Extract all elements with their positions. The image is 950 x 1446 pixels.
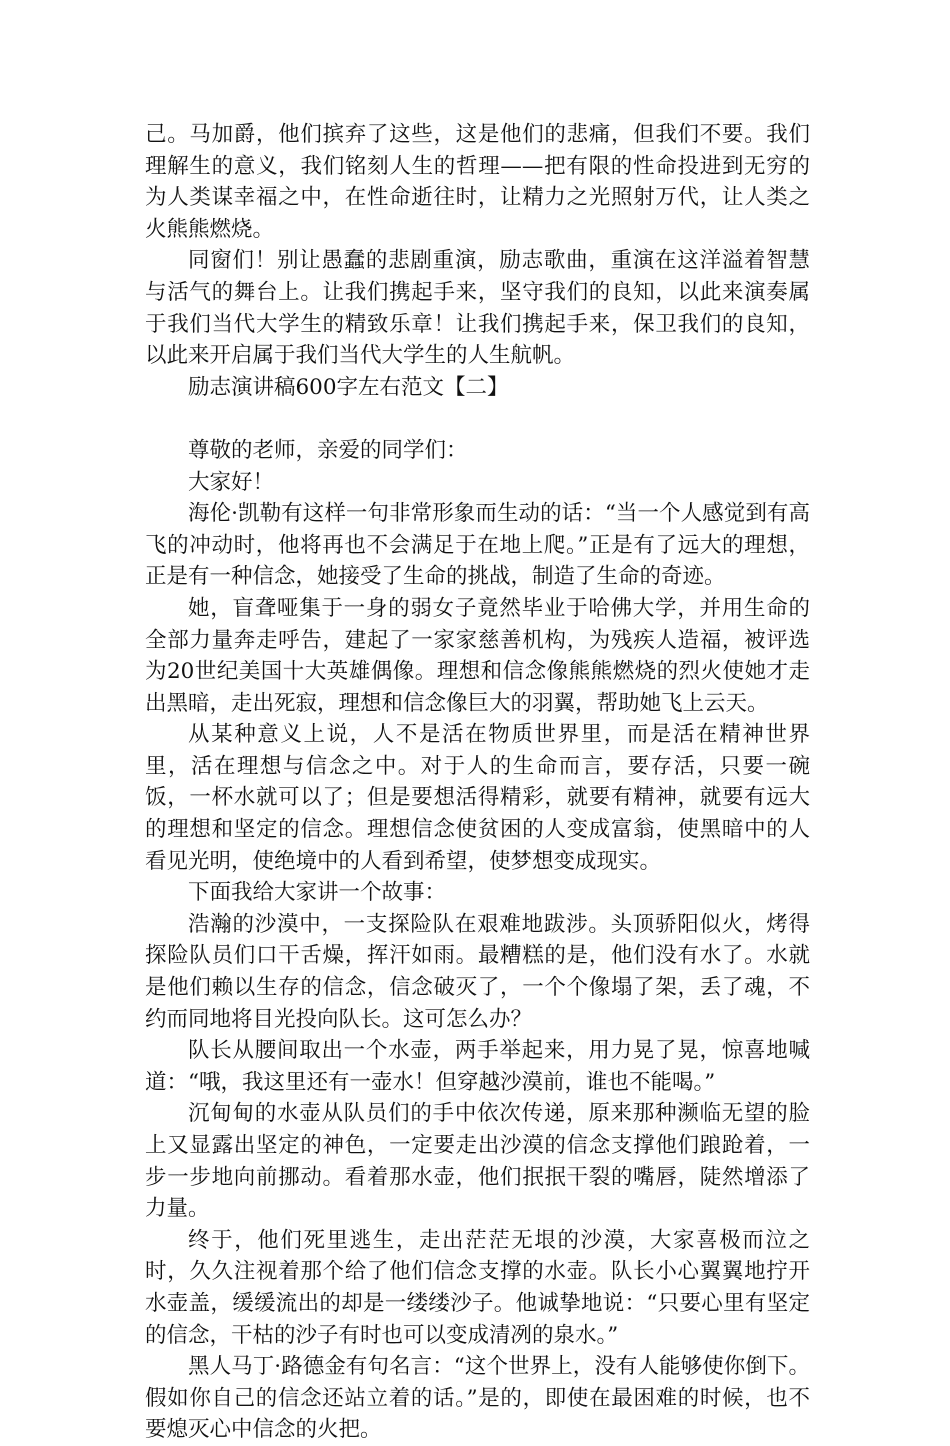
salutation: 尊敬的老师，亲爱的同学们：	[188, 437, 468, 463]
paragraph: 她，盲聋哑集于一身的弱女子竟然毕业于哈佛大学，并用生命的全部力量奔走呼告，建起了一家家慈善机构，为残疾人造福，被评选为20世纪美国十大英雄偶像。理想和信念像熊熊燃烧的烈火使她才走出黑暗，走出死寂，理想和信念像巨大的羽翼，帮助她飞上云天。	[145, 595, 810, 716]
paragraph: 浩瀚的沙漠中，一支探险队在艰难地跋涉。头顶骄阳似火，烤得探险队员们口干舌燥，挥汗如雨。最糟糕的是，他们没有水了。水就是他们赖以生存的信念，信念破灭了，一个个像塌了架，丢了魂，不约而同地将目光投向队长。这可怎么办？	[145, 911, 810, 1032]
greeting: 大家好！	[188, 469, 275, 495]
paragraph: 从某种意义上说，人不是活在物质世界里，而是活在精神世界里，活在理想与信念之中。对于人的生命而言，要存活，只要一碗饭，一杯水就可以了；但是要想活得精彩，就要有精神，就要有远大的理想和坚定的信念。理想信念使贫困的人变成富翁，使黑暗中的人看见光明，使绝境中的人看到希望，使梦想变成现实。	[145, 722, 810, 874]
blank-line	[145, 403, 810, 435]
continuation-paragraph: 己。马加爵，他们摈弃了这些，这是他们的悲痛，但我们不要。我们理解生的意义，我们铭刻人生的哲理——把有限的性命投进到无穷的为人类谋幸福之中，在性命逝往时，让精力之光照射万代，让人类之火熊熊燃烧。	[145, 122, 810, 242]
section-title: 励志演讲稿600字左右范文【二】	[188, 374, 509, 400]
paragraph: 海伦·凯勒有这样一句非常形象而生动的话：“当一个人感觉到有高飞的冲动时，他将再也不会满足于在地上爬。”正是有了远大的理想，正是有一种信念，她接受了生命的挑战，制造了生命的奇迹。	[145, 501, 810, 590]
document-body	[145, 119, 810, 1446]
closing-paragraph: 同窗们！别让愚蠢的悲剧重演，励志歌曲，重演在这洋溢着智慧与活气的舞台上。让我们携起手来，坚守我们的良知，以此来演奏属于我们当代大学生的精致乐章！让我们携起手来，保卫我们的良知，以此来开启属于我们当代大学生的人生航帆。	[145, 248, 810, 369]
paragraph: 终于，他们死里逃生，走出茫茫无垠的沙漠，大家喜极而泣之时，久久注视着那个给了他们信念支撑的水壶。队长小心翼翼地拧开水壶盖，缓缓流出的却是一缕缕沙子。他诚挚地说：“只要心里有坚定的信念，干枯的沙子有时也可以变成清冽的泉水。”	[145, 1227, 810, 1348]
paragraph: 下面我给大家讲一个故事：	[188, 880, 447, 906]
paragraph: 队长从腰间取出一个水壶，两手举起来，用力晃了晃，惊喜地喊道：“哦，我这里还有一壶水！但穿越沙漠前，谁也不能喝。”	[145, 1038, 810, 1095]
paragraph: 沉甸甸的水壶从队员们的手中依次传递，原来那种濒临无望的脸上又显露出坚定的神色，一定要走出沙漠的信念支撑他们踉跄着，一步一步地向前挪动。看着那水壶，他们抿抿干裂的嘴唇，陡然增添了力量。	[145, 1101, 810, 1222]
paragraph: 黑人马丁·路德金有句名言：“这个世界上，没有人能够使你倒下。假如你自己的信念还站立着的话。”是的，即使在最困难的时候，也不要熄灭心中信念的火把。	[145, 1354, 810, 1443]
